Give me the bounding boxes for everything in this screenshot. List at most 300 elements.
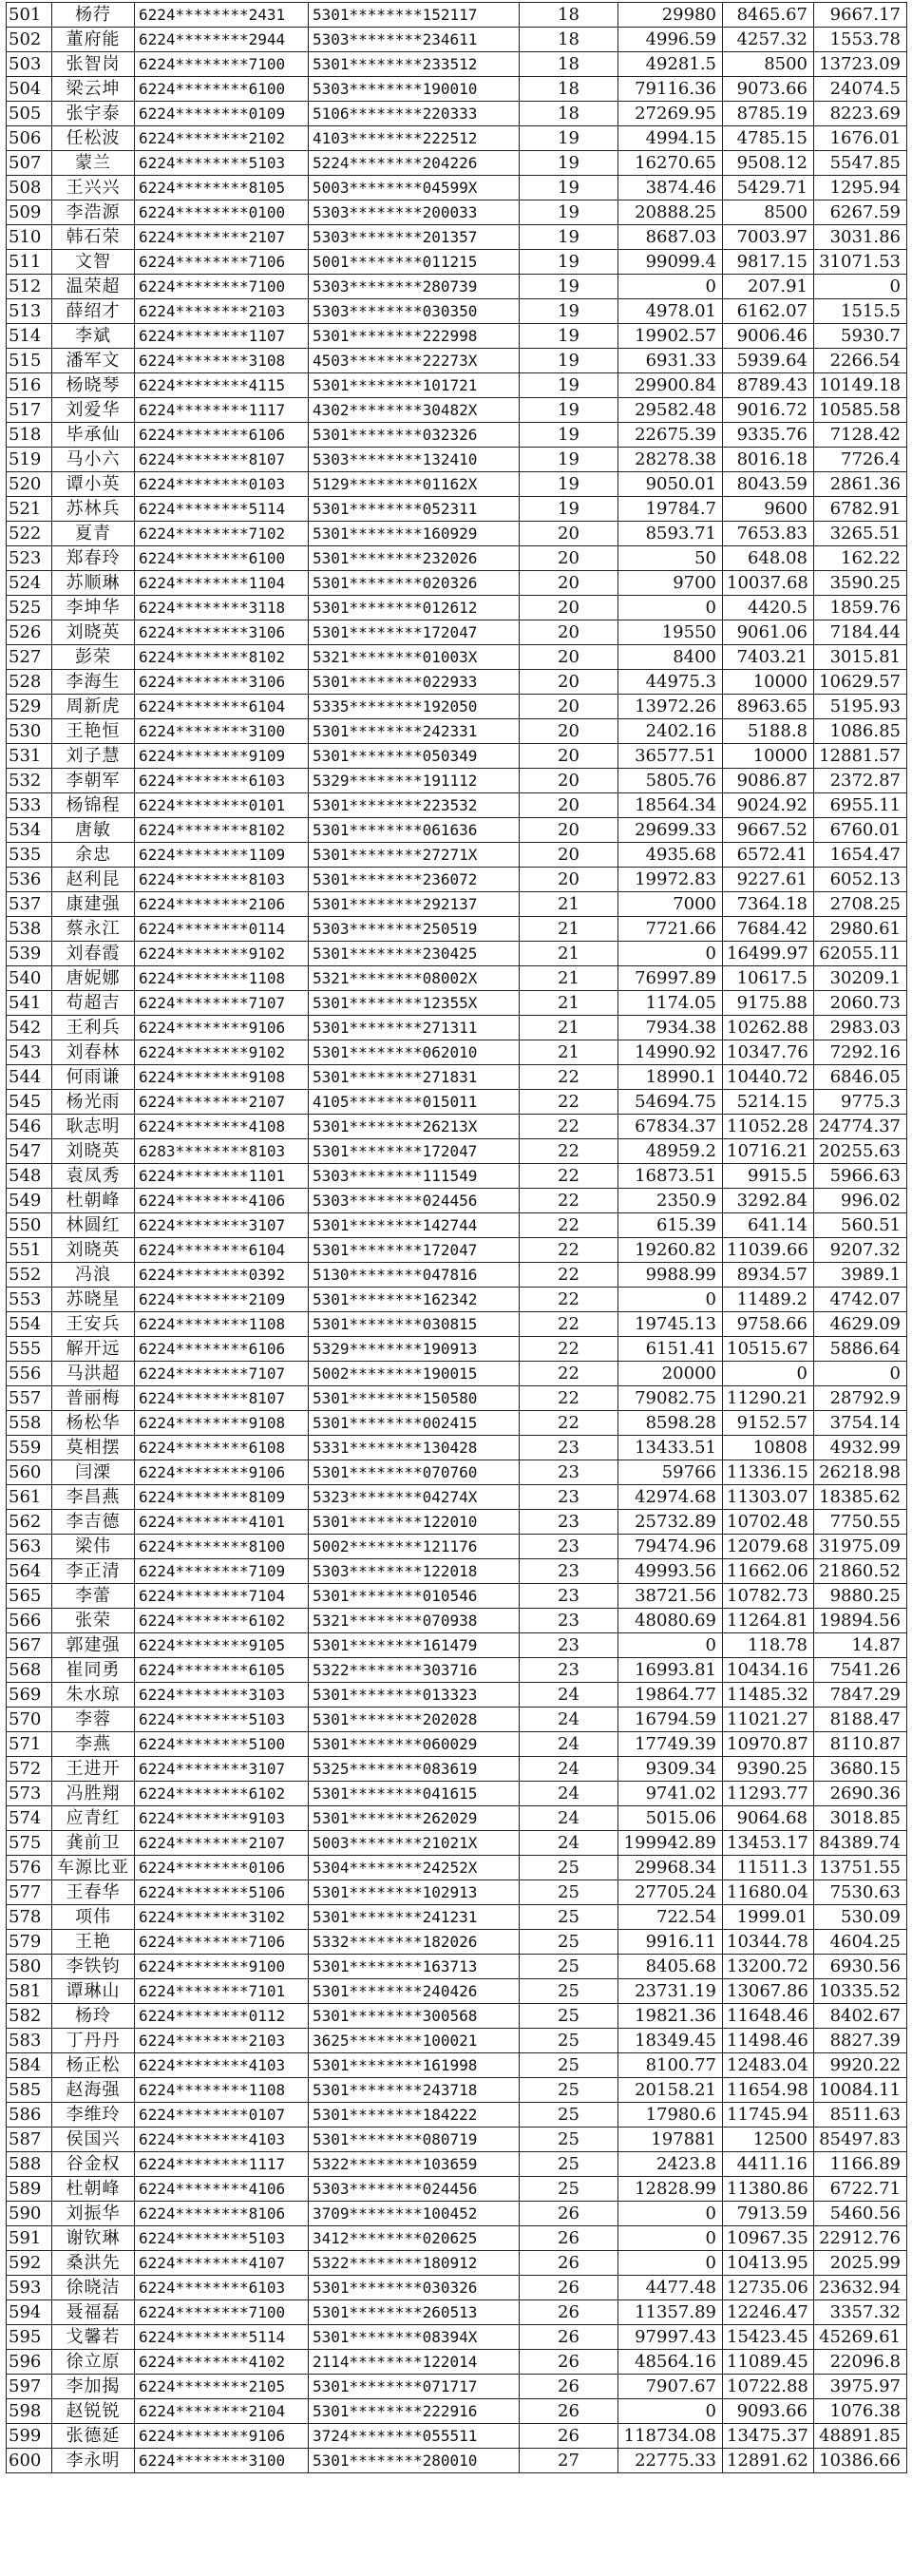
name-cell: 谭琳山 xyxy=(52,1979,135,2004)
level-cell: 25 xyxy=(520,2078,618,2103)
row-number: 579 xyxy=(7,1930,52,1955)
name-cell: 刘晓英 xyxy=(52,1139,135,1164)
table-row xyxy=(7,151,907,176)
name-cell: 杜朝峰 xyxy=(52,1189,135,1213)
name-cell: 赵利昆 xyxy=(52,868,135,892)
account-cell: 6224********4103 xyxy=(135,2053,309,2078)
level-cell: 26 xyxy=(520,2300,618,2325)
subsidy-cell: 8110.87 xyxy=(814,1732,907,1757)
name-cell: 潘军文 xyxy=(52,349,135,373)
base-cell: 8500 xyxy=(723,200,814,225)
subsidy-cell: 7847.29 xyxy=(814,1683,907,1708)
base-cell: 11648.46 xyxy=(723,2004,814,2029)
level-cell: 20 xyxy=(520,522,618,546)
row-number: 530 xyxy=(7,719,52,744)
id-cell: 5224********204226 xyxy=(309,151,520,176)
amount-cell: 19864.77 xyxy=(618,1683,723,1708)
account-cell: 6224********7101 xyxy=(135,1979,309,2004)
id-cell: 5301********012612 xyxy=(309,596,520,620)
subsidy-cell: 28792.9 xyxy=(814,1386,907,1411)
row-number: 569 xyxy=(7,1683,52,1708)
subsidy-cell: 10335.52 xyxy=(814,1979,907,2004)
name-cell: 桑洪先 xyxy=(52,2251,135,2276)
row-number: 522 xyxy=(7,522,52,546)
account-cell: 6224********5100 xyxy=(135,1732,309,1757)
id-cell: 5301********030326 xyxy=(309,2276,520,2300)
table-row xyxy=(7,1782,907,1806)
base-cell: 12735.06 xyxy=(723,2276,814,2300)
id-cell: 5301********041615 xyxy=(309,1782,520,1806)
base-cell: 9227.61 xyxy=(723,868,814,892)
table-row xyxy=(7,1559,907,1584)
id-cell: 5303********122018 xyxy=(309,1559,520,1584)
name-cell: 李坤华 xyxy=(52,596,135,620)
row-number: 555 xyxy=(7,1337,52,1362)
id-cell: 5301********223532 xyxy=(309,793,520,818)
amount-cell: 7721.66 xyxy=(618,917,723,942)
level-cell: 19 xyxy=(520,324,618,349)
table-row xyxy=(7,769,907,793)
level-cell: 20 xyxy=(520,818,618,843)
amount-cell: 16873.51 xyxy=(618,1164,723,1189)
amount-cell: 48959.2 xyxy=(618,1139,723,1164)
id-cell: 5332********182026 xyxy=(309,1930,520,1955)
id-cell: 5301********122010 xyxy=(309,1510,520,1535)
account-cell: 6224********7104 xyxy=(135,1584,309,1609)
id-cell: 3412********020625 xyxy=(309,2226,520,2251)
id-cell: 3724********055511 xyxy=(309,2424,520,2449)
amount-cell: 16794.59 xyxy=(618,1708,723,1732)
name-cell: 冯浪 xyxy=(52,1263,135,1288)
table-row xyxy=(7,1189,907,1213)
table-row xyxy=(7,966,907,991)
name-cell: 何雨谦 xyxy=(52,1065,135,1090)
id-cell: 5129********01162X xyxy=(309,472,520,497)
id-cell: 5303********030350 xyxy=(309,299,520,324)
id-cell: 5301********160929 xyxy=(309,522,520,546)
amount-cell: 6931.33 xyxy=(618,349,723,373)
account-cell: 6224********6100 xyxy=(135,546,309,571)
table-row xyxy=(7,1979,907,2004)
account-cell: 6224********3118 xyxy=(135,596,309,620)
account-cell: 6224********4108 xyxy=(135,1115,309,1139)
level-cell: 25 xyxy=(520,2177,618,2202)
subsidy-cell: 22096.8 xyxy=(814,2350,907,2375)
level-cell: 20 xyxy=(520,596,618,620)
base-cell: 9508.12 xyxy=(723,151,814,176)
name-cell: 李永明 xyxy=(52,2449,135,2473)
table-row xyxy=(7,2375,907,2399)
amount-cell: 29699.33 xyxy=(618,818,723,843)
table-row xyxy=(7,1263,907,1288)
subsidy-cell: 1654.47 xyxy=(814,843,907,868)
amount-cell: 118734.08 xyxy=(618,2424,723,2449)
base-cell: 11021.27 xyxy=(723,1708,814,1732)
amount-cell: 2423.8 xyxy=(618,2152,723,2177)
base-cell: 8934.57 xyxy=(723,1263,814,1288)
base-cell: 9667.52 xyxy=(723,818,814,843)
subsidy-cell: 6722.71 xyxy=(814,2177,907,2202)
subsidy-cell: 30209.1 xyxy=(814,966,907,991)
base-cell: 11380.86 xyxy=(723,2177,814,2202)
amount-cell: 9916.11 xyxy=(618,1930,723,1955)
account-cell: 6224********4106 xyxy=(135,1189,309,1213)
id-cell: 4103********222512 xyxy=(309,126,520,151)
row-number: 564 xyxy=(7,1559,52,1584)
level-cell: 19 xyxy=(520,448,618,472)
account-cell: 6224********6100 xyxy=(135,77,309,102)
table-row xyxy=(7,1584,907,1609)
id-cell: 5301********162342 xyxy=(309,1288,520,1312)
row-number: 562 xyxy=(7,1510,52,1535)
level-cell: 19 xyxy=(520,275,618,299)
amount-cell: 6151.41 xyxy=(618,1337,723,1362)
name-cell: 丁丹丹 xyxy=(52,2029,135,2053)
subsidy-cell: 7292.16 xyxy=(814,1040,907,1065)
table-row xyxy=(7,1312,907,1337)
account-cell: 6224********3100 xyxy=(135,2449,309,2473)
row-number: 591 xyxy=(7,2226,52,2251)
level-cell: 18 xyxy=(520,102,618,126)
account-cell: 6224********8109 xyxy=(135,1485,309,1510)
base-cell: 11745.94 xyxy=(723,2103,814,2128)
id-cell: 5322********103659 xyxy=(309,2152,520,2177)
id-cell: 5301********202028 xyxy=(309,1708,520,1732)
name-cell: 梁云坤 xyxy=(52,77,135,102)
table-row xyxy=(7,1436,907,1460)
name-cell: 冯胜翔 xyxy=(52,1782,135,1806)
name-cell: 韩石荣 xyxy=(52,225,135,250)
account-cell: 6224********0392 xyxy=(135,1263,309,1288)
account-cell: 6224********5106 xyxy=(135,1880,309,1905)
table-row xyxy=(7,645,907,670)
id-cell: 4105********015011 xyxy=(309,1090,520,1115)
id-cell: 4503********22273X xyxy=(309,349,520,373)
table-row xyxy=(7,1535,907,1559)
id-cell: 5321********08002X xyxy=(309,966,520,991)
account-cell: 6224********8107 xyxy=(135,448,309,472)
name-cell: 余忠 xyxy=(52,843,135,868)
id-cell: 5301********060029 xyxy=(309,1732,520,1757)
base-cell: 9006.46 xyxy=(723,324,814,349)
level-cell: 25 xyxy=(520,2103,618,2128)
amount-cell: 20158.21 xyxy=(618,2078,723,2103)
amount-cell: 29980 xyxy=(618,3,723,28)
account-cell: 6224********9106 xyxy=(135,1016,309,1040)
row-number: 542 xyxy=(7,1016,52,1040)
account-cell: 6224********3102 xyxy=(135,1905,309,1930)
base-cell: 9600 xyxy=(723,497,814,522)
base-cell: 1999.01 xyxy=(723,1905,814,1930)
amount-cell: 19784.7 xyxy=(618,497,723,522)
account-cell: 6224********6108 xyxy=(135,1436,309,1460)
id-cell: 5301********032326 xyxy=(309,423,520,448)
row-number: 523 xyxy=(7,546,52,571)
amount-cell: 25732.89 xyxy=(618,1510,723,1535)
id-cell: 5322********303716 xyxy=(309,1658,520,1683)
row-number: 592 xyxy=(7,2251,52,2276)
base-cell: 11654.98 xyxy=(723,2078,814,2103)
account-cell: 6224********8100 xyxy=(135,1535,309,1559)
amount-cell: 17980.6 xyxy=(618,2103,723,2128)
subsidy-cell: 18385.62 xyxy=(814,1485,907,1510)
row-number: 532 xyxy=(7,769,52,793)
level-cell: 25 xyxy=(520,1856,618,1880)
level-cell: 24 xyxy=(520,1732,618,1757)
table-row xyxy=(7,1337,907,1362)
table-row xyxy=(7,250,907,275)
account-cell: 6224********1101 xyxy=(135,1164,309,1189)
account-cell: 6224********8102 xyxy=(135,818,309,843)
account-cell: 6224********2106 xyxy=(135,892,309,917)
base-cell: 10434.16 xyxy=(723,1658,814,1683)
subsidy-cell: 6782.91 xyxy=(814,497,907,522)
subsidy-cell: 6267.59 xyxy=(814,200,907,225)
id-cell: 5301********010546 xyxy=(309,1584,520,1609)
row-number: 557 xyxy=(7,1386,52,1411)
base-cell: 16499.97 xyxy=(723,942,814,966)
amount-cell: 18564.34 xyxy=(618,793,723,818)
base-cell: 10808 xyxy=(723,1436,814,1460)
level-cell: 20 xyxy=(520,645,618,670)
base-cell: 11662.06 xyxy=(723,1559,814,1584)
level-cell: 25 xyxy=(520,2152,618,2177)
amount-cell: 67834.37 xyxy=(618,1115,723,1139)
account-cell: 6224********6104 xyxy=(135,1238,309,1263)
amount-cell: 12828.99 xyxy=(618,2177,723,2202)
table-row xyxy=(7,1115,907,1139)
account-cell: 6224********7100 xyxy=(135,275,309,299)
row-number: 529 xyxy=(7,695,52,719)
subsidy-cell: 0 xyxy=(814,275,907,299)
base-cell: 9817.15 xyxy=(723,250,814,275)
name-cell: 苏顺琳 xyxy=(52,571,135,596)
level-cell: 23 xyxy=(520,1485,618,1510)
table-row xyxy=(7,942,907,966)
amount-cell: 8100.77 xyxy=(618,2053,723,2078)
base-cell: 11264.81 xyxy=(723,1609,814,1633)
base-cell: 7003.97 xyxy=(723,225,814,250)
amount-cell: 22675.39 xyxy=(618,423,723,448)
name-cell: 任松波 xyxy=(52,126,135,151)
id-cell: 5303********234611 xyxy=(309,28,520,52)
id-cell: 5301********002415 xyxy=(309,1411,520,1436)
account-cell: 6224********0112 xyxy=(135,2004,309,2029)
subsidy-cell: 9775.3 xyxy=(814,1090,907,1115)
table-row xyxy=(7,2202,907,2226)
id-cell: 5335********192050 xyxy=(309,695,520,719)
row-number: 554 xyxy=(7,1312,52,1337)
name-cell: 李蓉 xyxy=(52,1708,135,1732)
row-number: 504 xyxy=(7,77,52,102)
base-cell: 10967.35 xyxy=(723,2226,814,2251)
subsidy-cell: 21860.52 xyxy=(814,1559,907,1584)
subsidy-cell: 3680.15 xyxy=(814,1757,907,1782)
row-number: 594 xyxy=(7,2300,52,2325)
amount-cell: 4996.59 xyxy=(618,28,723,52)
name-cell: 苏林兵 xyxy=(52,497,135,522)
level-cell: 20 xyxy=(520,719,618,744)
row-number: 538 xyxy=(7,917,52,942)
base-cell: 10440.72 xyxy=(723,1065,814,1090)
account-cell: 6224********8106 xyxy=(135,2202,309,2226)
table-row xyxy=(7,1213,907,1238)
subsidy-cell: 3975.97 xyxy=(814,2375,907,2399)
table-row xyxy=(7,1016,907,1040)
row-number: 524 xyxy=(7,571,52,596)
level-cell: 19 xyxy=(520,151,618,176)
base-cell: 648.08 xyxy=(723,546,814,571)
level-cell: 22 xyxy=(520,1337,618,1362)
account-cell: 6224********6102 xyxy=(135,1609,309,1633)
name-cell: 苏晓星 xyxy=(52,1288,135,1312)
amount-cell: 0 xyxy=(618,1633,723,1658)
account-cell: 6224********6104 xyxy=(135,695,309,719)
name-cell: 闫溧 xyxy=(52,1460,135,1485)
level-cell: 19 xyxy=(520,126,618,151)
table-row xyxy=(7,2128,907,2152)
account-cell: 6224********5103 xyxy=(135,151,309,176)
base-cell: 7364.18 xyxy=(723,892,814,917)
level-cell: 20 xyxy=(520,670,618,695)
level-cell: 24 xyxy=(520,1757,618,1782)
account-cell: 6224********6103 xyxy=(135,769,309,793)
level-cell: 26 xyxy=(520,2325,618,2350)
subsidy-cell: 1086.85 xyxy=(814,719,907,744)
account-cell: 6224********2104 xyxy=(135,2399,309,2424)
base-cell: 3292.84 xyxy=(723,1189,814,1213)
id-cell: 5301********161479 xyxy=(309,1633,520,1658)
row-number: 587 xyxy=(7,2128,52,2152)
base-cell: 10617.5 xyxy=(723,966,814,991)
amount-cell: 199942.89 xyxy=(618,1831,723,1856)
level-cell: 20 xyxy=(520,620,618,645)
amount-cell: 14990.92 xyxy=(618,1040,723,1065)
row-number: 526 xyxy=(7,620,52,645)
table-row xyxy=(7,497,907,522)
amount-cell: 19745.13 xyxy=(618,1312,723,1337)
amount-cell: 4935.68 xyxy=(618,843,723,868)
account-cell: 6224********1108 xyxy=(135,2078,309,2103)
table-row xyxy=(7,1288,907,1312)
base-cell: 11336.15 xyxy=(723,1460,814,1485)
row-number: 595 xyxy=(7,2325,52,2350)
table-row xyxy=(7,1386,907,1411)
name-cell: 杨玲 xyxy=(52,2004,135,2029)
subsidy-cell: 3015.81 xyxy=(814,645,907,670)
name-cell: 刘晓英 xyxy=(52,620,135,645)
id-cell: 5323********04274X xyxy=(309,1485,520,1510)
base-cell: 15423.45 xyxy=(723,2325,814,2350)
subsidy-cell: 23632.94 xyxy=(814,2276,907,2300)
subsidy-cell: 6760.01 xyxy=(814,818,907,843)
level-cell: 26 xyxy=(520,2424,618,2449)
id-cell: 5301********172047 xyxy=(309,1238,520,1263)
level-cell: 26 xyxy=(520,2276,618,2300)
name-cell: 马小六 xyxy=(52,448,135,472)
row-number: 527 xyxy=(7,645,52,670)
subsidy-cell: 8511.63 xyxy=(814,2103,907,2128)
name-cell: 康建强 xyxy=(52,892,135,917)
level-cell: 25 xyxy=(520,1930,618,1955)
level-cell: 20 xyxy=(520,546,618,571)
amount-cell: 19260.82 xyxy=(618,1238,723,1263)
id-cell: 5325********083619 xyxy=(309,1757,520,1782)
name-cell: 侯国兴 xyxy=(52,2128,135,2152)
base-cell: 11511.3 xyxy=(723,1856,814,1880)
row-number: 521 xyxy=(7,497,52,522)
account-cell: 6224********2944 xyxy=(135,28,309,52)
row-number: 550 xyxy=(7,1213,52,1238)
row-number: 515 xyxy=(7,349,52,373)
name-cell: 杜朝峰 xyxy=(52,2177,135,2202)
subsidy-cell: 2025.99 xyxy=(814,2251,907,2276)
level-cell: 18 xyxy=(520,52,618,77)
subsidy-cell: 5886.64 xyxy=(814,1337,907,1362)
id-cell: 5301********233512 xyxy=(309,52,520,77)
name-cell: 夏青 xyxy=(52,522,135,546)
account-cell: 6224********9106 xyxy=(135,2424,309,2449)
table-row xyxy=(7,1485,907,1510)
amount-cell: 49281.5 xyxy=(618,52,723,77)
row-number: 556 xyxy=(7,1362,52,1386)
name-cell: 彭荣 xyxy=(52,645,135,670)
account-cell: 6224********0106 xyxy=(135,1856,309,1880)
row-number: 582 xyxy=(7,2004,52,2029)
amount-cell: 7907.67 xyxy=(618,2375,723,2399)
base-cell: 7653.83 xyxy=(723,522,814,546)
level-cell: 19 xyxy=(520,472,618,497)
level-cell: 22 xyxy=(520,1312,618,1337)
id-cell: 3625********100021 xyxy=(309,2029,520,2053)
base-cell: 8016.18 xyxy=(723,448,814,472)
name-cell: 徐晓洁 xyxy=(52,2276,135,2300)
id-cell: 5303********280739 xyxy=(309,275,520,299)
row-number: 565 xyxy=(7,1584,52,1609)
account-cell: 6224********9102 xyxy=(135,1040,309,1065)
amount-cell: 8593.71 xyxy=(618,522,723,546)
account-cell: 6224********5114 xyxy=(135,497,309,522)
level-cell: 22 xyxy=(520,1411,618,1436)
level-cell: 18 xyxy=(520,77,618,102)
table-row xyxy=(7,1683,907,1708)
name-cell: 李昌燕 xyxy=(52,1485,135,1510)
level-cell: 22 xyxy=(520,1386,618,1411)
base-cell: 7913.59 xyxy=(723,2202,814,2226)
subsidy-cell: 5547.85 xyxy=(814,151,907,176)
amount-cell: 79474.96 xyxy=(618,1535,723,1559)
table-row xyxy=(7,2300,907,2325)
base-cell: 11498.46 xyxy=(723,2029,814,2053)
account-cell: 6224********1117 xyxy=(135,398,309,423)
row-number: 535 xyxy=(7,843,52,868)
id-cell: 5301********222916 xyxy=(309,2399,520,2424)
id-cell: 5301********242331 xyxy=(309,719,520,744)
row-number: 508 xyxy=(7,176,52,200)
base-cell: 9335.76 xyxy=(723,423,814,448)
row-number: 597 xyxy=(7,2375,52,2399)
name-cell: 刘子慧 xyxy=(52,744,135,769)
base-cell: 10413.95 xyxy=(723,2251,814,2276)
base-cell: 11680.04 xyxy=(723,1880,814,1905)
amount-cell: 0 xyxy=(618,942,723,966)
account-cell: 6224********7109 xyxy=(135,1559,309,1584)
subsidy-cell: 85497.83 xyxy=(814,2128,907,2152)
table-row xyxy=(7,324,907,349)
id-cell: 5301********172047 xyxy=(309,1139,520,1164)
base-cell: 12500 xyxy=(723,2128,814,2152)
account-cell: 6224********2431 xyxy=(135,3,309,28)
